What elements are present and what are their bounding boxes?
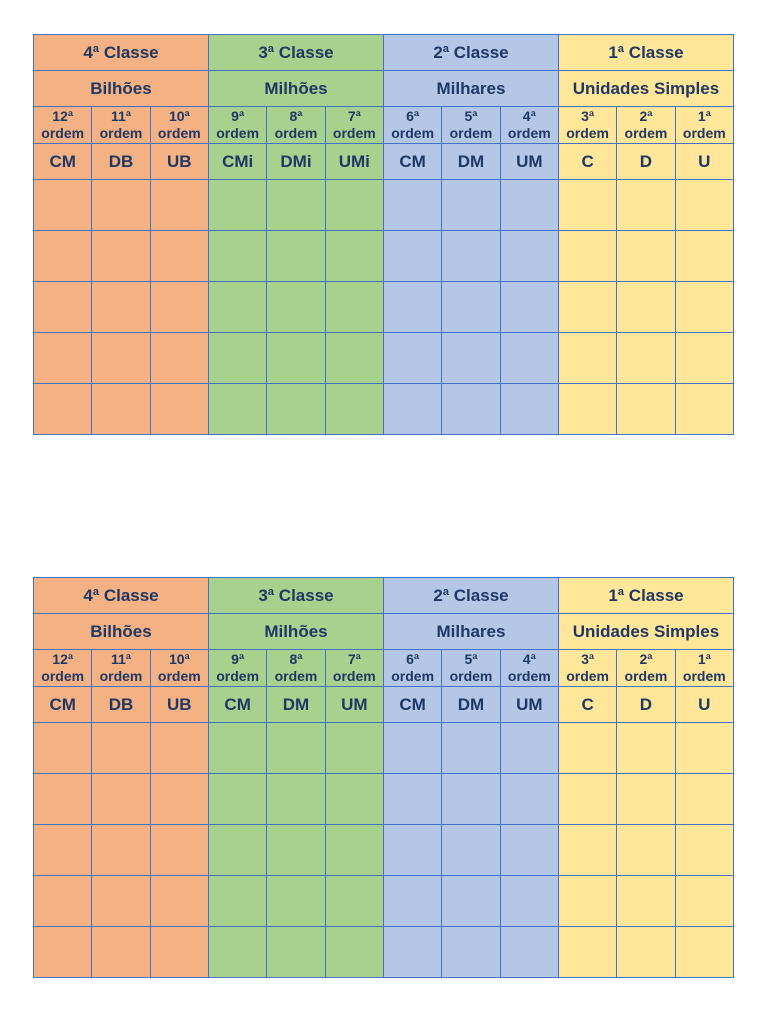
empty-row [34, 774, 734, 825]
order-number: 5ª [464, 108, 478, 124]
empty-cell [208, 333, 266, 384]
order-cell [442, 107, 500, 144]
order-word: ordem [682, 125, 726, 141]
empty-cell [267, 774, 325, 825]
empty-cell [208, 282, 266, 333]
order-number: 5ª [464, 651, 478, 667]
order-row [34, 650, 734, 687]
order-word: ordem [449, 125, 493, 141]
empty-cell [208, 723, 266, 774]
empty-cell [675, 333, 733, 384]
empty-cell [500, 180, 558, 231]
class-3-header: 3ª Classe [208, 578, 383, 614]
empty-cell [150, 180, 208, 231]
empty-cell [325, 384, 383, 435]
empty-cell [500, 876, 558, 927]
empty-row [34, 825, 734, 876]
empty-cell [500, 927, 558, 978]
empty-cell [675, 180, 733, 231]
order-word: ordem [624, 668, 668, 684]
empty-cell [267, 876, 325, 927]
empty-cell [558, 927, 616, 978]
class-1-header: 1ª Classe [558, 35, 733, 71]
empty-cell [558, 180, 616, 231]
group-row [34, 614, 734, 650]
empty-cell [500, 231, 558, 282]
abbreviation-cell: UM [500, 144, 558, 180]
empty-cell [383, 231, 441, 282]
order-number: 6ª [406, 651, 420, 667]
abbreviation-cell: CMi [208, 144, 266, 180]
place-value-chart-bottom [33, 577, 734, 978]
order-cell [442, 650, 500, 687]
empty-cell [208, 384, 266, 435]
abbreviation-cell: UB [150, 687, 208, 723]
empty-row [34, 231, 734, 282]
abbreviation-cell: UM [325, 687, 383, 723]
order-number: 10ª [168, 651, 190, 667]
order-word: ordem [391, 668, 435, 684]
empty-cell [150, 825, 208, 876]
order-word: ordem [274, 125, 318, 141]
empty-cell [675, 825, 733, 876]
class-4-header: 4ª Classe [34, 578, 209, 614]
order-word: ordem [99, 125, 143, 141]
place-value-chart-top [33, 34, 734, 435]
empty-cell [92, 723, 150, 774]
order-cell [208, 650, 266, 687]
empty-cell [267, 927, 325, 978]
empty-cell [325, 231, 383, 282]
empty-row [34, 384, 734, 435]
order-cell [34, 650, 92, 687]
empty-row [34, 927, 734, 978]
class-4-header: 4ª Classe [34, 35, 209, 71]
order-cell [325, 107, 383, 144]
empty-cell [267, 384, 325, 435]
order-word: ordem [332, 125, 376, 141]
order-number: 11ª [111, 108, 131, 124]
empty-cell [442, 231, 500, 282]
empty-cell [34, 180, 92, 231]
order-number: 7ª [347, 651, 361, 667]
order-number: 1ª [697, 651, 711, 667]
empty-cell [34, 384, 92, 435]
empty-cell [617, 774, 675, 825]
order-word: ordem [41, 668, 85, 684]
group-row [34, 71, 734, 107]
abbreviation-cell: U [675, 687, 733, 723]
order-number: 4ª [522, 651, 536, 667]
group-billions: Bilhões [34, 71, 209, 107]
empty-cell [34, 282, 92, 333]
empty-cell [92, 774, 150, 825]
empty-cell [92, 231, 150, 282]
empty-cell [383, 384, 441, 435]
empty-cell [150, 927, 208, 978]
empty-cell [442, 384, 500, 435]
empty-cell [325, 282, 383, 333]
empty-cell [617, 333, 675, 384]
empty-cell [558, 774, 616, 825]
empty-cell [500, 825, 558, 876]
empty-cell [267, 282, 325, 333]
order-number: 4ª [522, 108, 536, 124]
empty-cell [325, 825, 383, 876]
empty-cell [34, 231, 92, 282]
order-number: 8ª [289, 108, 303, 124]
empty-cell [150, 723, 208, 774]
empty-cell [267, 723, 325, 774]
empty-row [34, 333, 734, 384]
empty-cell [558, 231, 616, 282]
group-billions: Bilhões [34, 614, 209, 650]
order-word: ordem [682, 668, 726, 684]
abbreviation-cell: DM [267, 687, 325, 723]
order-number: 9ª [231, 108, 245, 124]
empty-row [34, 282, 734, 333]
abbreviation-cell: CM [34, 144, 92, 180]
empty-cell [675, 282, 733, 333]
empty-cell [442, 180, 500, 231]
order-word: ordem [391, 125, 435, 141]
order-number: 12ª [52, 108, 74, 124]
empty-cell [675, 231, 733, 282]
order-number: 2ª [639, 108, 653, 124]
order-cell [150, 650, 208, 687]
empty-cell [92, 825, 150, 876]
empty-cell [208, 825, 266, 876]
empty-cell [442, 333, 500, 384]
order-word: ordem [449, 668, 493, 684]
group-simple-units: Unidades Simples [558, 71, 733, 107]
empty-cell [442, 774, 500, 825]
abbreviation-cell: UM [500, 687, 558, 723]
empty-cell [383, 723, 441, 774]
empty-cell [34, 825, 92, 876]
order-number: 6ª [406, 108, 420, 124]
order-number: 2ª [639, 651, 653, 667]
order-word: ordem [274, 668, 318, 684]
order-row [34, 107, 734, 144]
empty-row [34, 876, 734, 927]
order-word: ordem [216, 125, 260, 141]
empty-cell [208, 876, 266, 927]
empty-cell [34, 774, 92, 825]
empty-cell [92, 180, 150, 231]
abbreviation-cell: C [558, 144, 616, 180]
group-thousands: Milhares [383, 71, 558, 107]
order-number: 3ª [581, 651, 595, 667]
empty-cell [675, 927, 733, 978]
order-word: ordem [507, 668, 551, 684]
class-row [34, 578, 734, 614]
order-word: ordem [332, 668, 376, 684]
empty-cell [617, 876, 675, 927]
abbreviation-cell: DM [442, 687, 500, 723]
empty-cell [558, 723, 616, 774]
empty-cell [617, 282, 675, 333]
abbreviation-cell: DB [92, 144, 150, 180]
empty-cell [150, 876, 208, 927]
abbreviation-cell: DMi [267, 144, 325, 180]
empty-cell [617, 384, 675, 435]
order-cell [675, 650, 733, 687]
abbreviation-cell: D [617, 687, 675, 723]
abbreviation-cell: C [558, 687, 616, 723]
empty-cell [208, 927, 266, 978]
empty-cell [383, 774, 441, 825]
empty-cell [267, 180, 325, 231]
order-cell [383, 107, 441, 144]
empty-cell [325, 927, 383, 978]
order-cell [500, 650, 558, 687]
order-number: 3ª [581, 108, 595, 124]
empty-cell [208, 774, 266, 825]
abbreviation-cell: CM [383, 687, 441, 723]
empty-cell [150, 774, 208, 825]
group-thousands: Milhares [383, 614, 558, 650]
empty-cell [617, 927, 675, 978]
empty-cell [267, 333, 325, 384]
empty-cell [675, 384, 733, 435]
empty-cell [617, 723, 675, 774]
order-cell [34, 107, 92, 144]
abbreviation-cell: CM [208, 687, 266, 723]
order-cell [150, 107, 208, 144]
empty-cell [208, 180, 266, 231]
order-word: ordem [216, 668, 260, 684]
order-word: ordem [507, 125, 551, 141]
empty-cell [383, 180, 441, 231]
empty-cell [325, 876, 383, 927]
empty-cell [500, 282, 558, 333]
empty-cell [617, 180, 675, 231]
abbreviation-row [34, 144, 734, 180]
order-number: 11ª [111, 651, 131, 667]
empty-cell [34, 333, 92, 384]
empty-cell [500, 723, 558, 774]
empty-cell [558, 333, 616, 384]
class-2-header: 2ª Classe [383, 578, 558, 614]
abbreviation-cell: DB [92, 687, 150, 723]
empty-cell [267, 231, 325, 282]
abbreviation-row [34, 687, 734, 723]
empty-cell [383, 876, 441, 927]
abbreviation-cell: CM [34, 687, 92, 723]
order-number: 10ª [168, 108, 190, 124]
empty-cell [150, 333, 208, 384]
group-millions: Milhões [208, 71, 383, 107]
abbreviation-cell: UB [150, 144, 208, 180]
empty-cell [34, 723, 92, 774]
order-word: ordem [157, 668, 201, 684]
empty-cell [442, 282, 500, 333]
empty-cell [383, 333, 441, 384]
order-cell [208, 107, 266, 144]
class-row [34, 35, 734, 71]
empty-cell [558, 384, 616, 435]
group-simple-units: Unidades Simples [558, 614, 733, 650]
empty-cell [558, 876, 616, 927]
order-cell [617, 650, 675, 687]
order-number: 1ª [697, 108, 711, 124]
empty-cell [383, 825, 441, 876]
order-cell [617, 107, 675, 144]
empty-cell [617, 825, 675, 876]
empty-cell [150, 384, 208, 435]
order-word: ordem [624, 125, 668, 141]
group-millions: Milhões [208, 614, 383, 650]
class-3-header: 3ª Classe [208, 35, 383, 71]
order-word: ordem [566, 125, 610, 141]
empty-cell [558, 825, 616, 876]
empty-cell [442, 876, 500, 927]
empty-cell [325, 774, 383, 825]
empty-cell [500, 333, 558, 384]
class-2-header: 2ª Classe [383, 35, 558, 71]
empty-cell [92, 927, 150, 978]
order-number: 7ª [347, 108, 361, 124]
empty-cell [92, 384, 150, 435]
empty-cell [617, 231, 675, 282]
empty-cell [208, 231, 266, 282]
order-cell [92, 107, 150, 144]
order-word: ordem [41, 125, 85, 141]
empty-cell [442, 723, 500, 774]
empty-cell [325, 723, 383, 774]
empty-cell [383, 282, 441, 333]
order-cell [675, 107, 733, 144]
abbreviation-cell: CM [383, 144, 441, 180]
order-word: ordem [566, 668, 610, 684]
empty-cell [558, 282, 616, 333]
empty-cell [150, 231, 208, 282]
order-cell [267, 107, 325, 144]
empty-cell [500, 774, 558, 825]
empty-cell [442, 825, 500, 876]
empty-cell [675, 774, 733, 825]
empty-cell [675, 876, 733, 927]
empty-cell [383, 927, 441, 978]
empty-row [34, 180, 734, 231]
empty-row [34, 723, 734, 774]
empty-cell [34, 927, 92, 978]
class-1-header: 1ª Classe [558, 578, 733, 614]
empty-cell [442, 927, 500, 978]
order-number: 9ª [231, 651, 245, 667]
empty-cell [92, 282, 150, 333]
order-cell [325, 650, 383, 687]
empty-cell [325, 180, 383, 231]
order-cell [500, 107, 558, 144]
empty-cell [325, 333, 383, 384]
empty-cell [675, 723, 733, 774]
empty-cell [500, 384, 558, 435]
order-word: ordem [99, 668, 143, 684]
order-word: ordem [157, 125, 201, 141]
abbreviation-cell: DM [442, 144, 500, 180]
abbreviation-cell: U [675, 144, 733, 180]
empty-cell [34, 876, 92, 927]
empty-cell [267, 825, 325, 876]
empty-cell [92, 333, 150, 384]
order-cell [558, 650, 616, 687]
abbreviation-cell: UMi [325, 144, 383, 180]
empty-cell [92, 876, 150, 927]
order-cell [92, 650, 150, 687]
order-cell [267, 650, 325, 687]
order-number: 12ª [52, 651, 74, 667]
empty-cell [150, 282, 208, 333]
order-number: 8ª [289, 651, 303, 667]
order-cell [558, 107, 616, 144]
abbreviation-cell: D [617, 144, 675, 180]
order-cell [383, 650, 441, 687]
